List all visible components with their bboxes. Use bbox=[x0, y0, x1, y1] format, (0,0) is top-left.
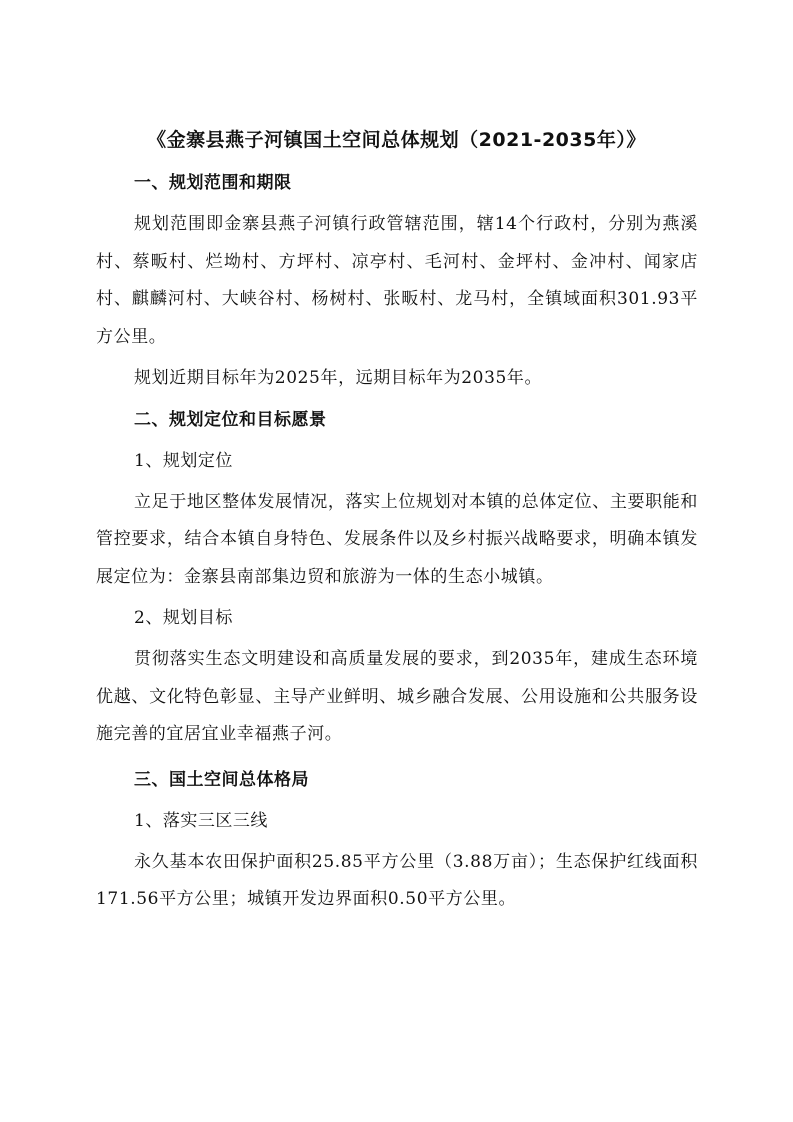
document-title: 《金寨县燕子河镇国土空间总体规划（2021-2035年）》 bbox=[147, 129, 646, 151]
section-heading-1: 一、规划范围和期限 bbox=[134, 173, 292, 193]
section-heading-3: 三、国土空间总体格局 bbox=[134, 769, 309, 790]
subsection-heading-three-zones: 1、落实三区三线 bbox=[134, 810, 268, 831]
section-heading-2: 二、规划定位和目标愿景 bbox=[134, 409, 327, 430]
subsection-heading-positioning: 1、规划定位 bbox=[134, 450, 233, 471]
section-1-paragraph-period: 规划近期目标年为2025年，远期目标年为2035年。 bbox=[134, 368, 543, 388]
subsection-paragraph-positioning: 立足于地区整体发展情况，落实上位规划对本镇的总体定位、主要职能和管控要求，结合本镇自身特色、发展条件以及乡村振兴战略要求，明确本镇发展定位为：金寨县南部集边贸和旅游为一体的生态小城镇。 bbox=[96, 491, 698, 587]
section-1-paragraph-scope: 规划范围即金寨县燕子河镇行政管辖范围，辖14个行政村，分别为燕溪村、蔡畈村、烂坳村、方坪村、凉亭村、毛河村、金坪村、金冲村、闻家店村、麒麟河村、大峡谷村、杨树村、张畈村、龙马村，全镇域面积301.93平方公里。 bbox=[96, 214, 698, 347]
subsection-paragraph-three-zones: 永久基本农田保护面积25.85平方公里（3.88万亩）；生态保护红线面积171.56平方公里；城镇开发边界面积0.50平方公里。 bbox=[96, 851, 698, 909]
document-body bbox=[96, 165, 698, 919]
subsection-heading-goals: 2、规划目标 bbox=[134, 608, 233, 628]
subsection-paragraph-goals: 贯彻落实生态文明建设和高质量发展的要求，到2035年，建成生态环境优越、文化特色彰显、主导产业鲜明、城乡融合发展、公用设施和公共服务设施完善的宜居宜业幸福燕子河。 bbox=[96, 649, 698, 744]
